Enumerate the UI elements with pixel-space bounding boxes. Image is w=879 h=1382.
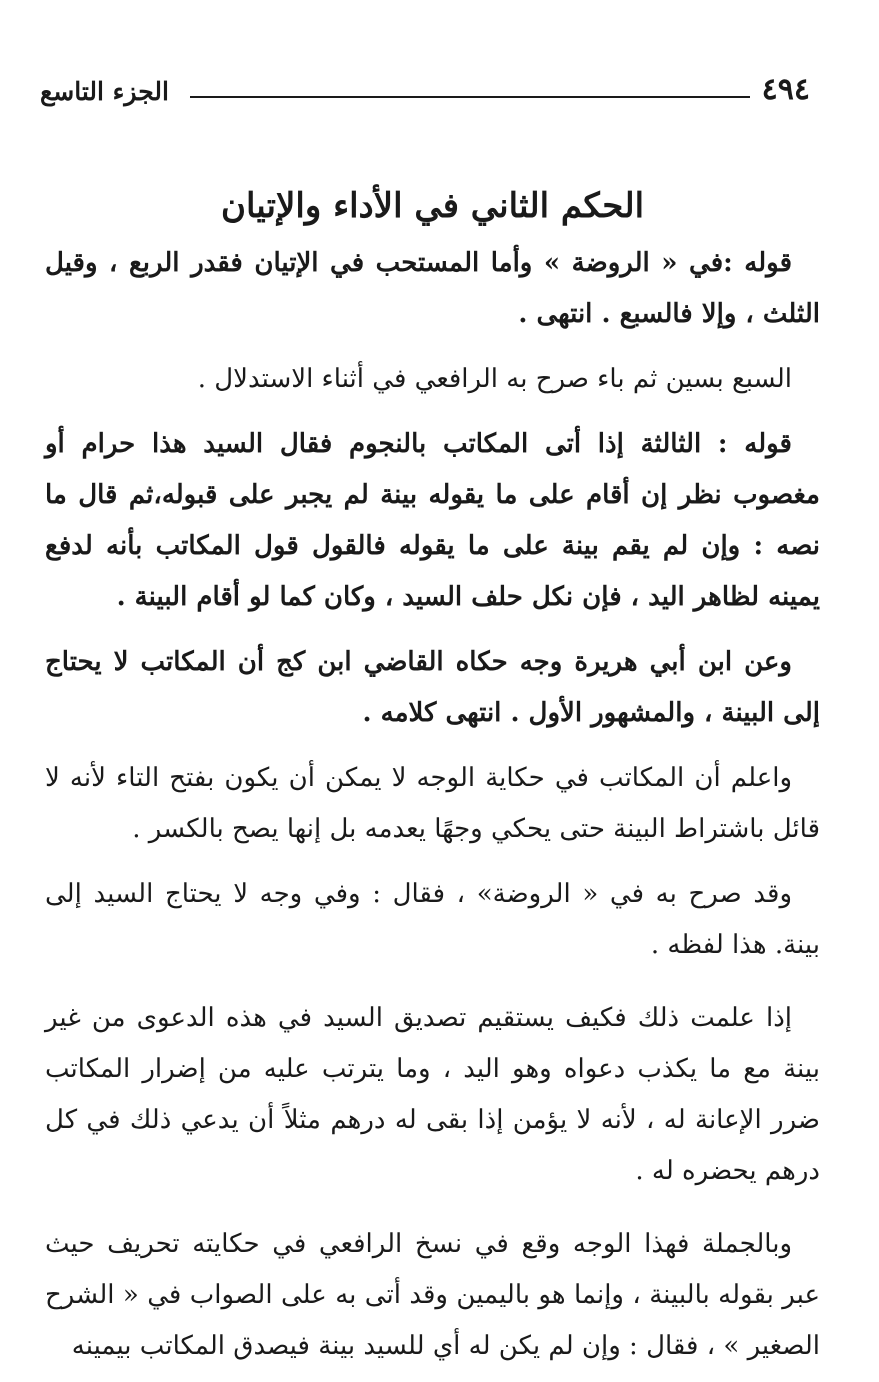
section-title: الحكم الثاني في الأداء والإتيان: [220, 186, 645, 226]
header-divider: [190, 96, 750, 98]
paragraph-6: وقد صرح به في « الروضة» ، فقال : وفي وجه لا يحتاج السيد إلى بينة. هذا لفظه .: [45, 879, 820, 960]
paragraph-1: قوله :في « الروضة » وأما المستحب في الإتيان فقدر الربع ، وقيل الثلث ، وإلا فالسبع . انتهى .: [45, 248, 820, 329]
paragraph-2: السبع بسين ثم باء صرح به الرافعي في أثناء الاستدلال .: [197, 364, 792, 394]
page-body: [45, 180, 820, 1372]
paragraph-8: وبالجملة فهذا الوجه وقع في نسخ الرافعي في حكايته تحريف حيث عبر بقوله بالبينة ، وإنما هو باليمين وقد أتى به على الصواب في « الشرح الصغير » ، فقال : وإن لم يكن له أي للسيد بينة فيصدق المكاتب بيمينه: [45, 1229, 820, 1361]
paragraph-7: إذا علمت ذلك فكيف يستقيم تصديق السيد في هذه الدعوى من غير بينة مع ما يكذب دعواه وهو اليد ، وما يترتب عليه من إضرار المكاتب ضرر الإعانة له ، لأنه لا يؤمن إذا بقى له درهم مثلاً أن يدعي ذلك في كل درهم يحضره له .: [45, 1003, 820, 1186]
paragraph-5: واعلم أن المكاتب في حكاية الوجه لا يمكن أن يكون بفتح التاء لأنه لا قائل باشتراط البينة حتى يحكي وجهًا يعدمه بل إنها يصح بالكسر .: [45, 763, 820, 844]
page-header: [40, 70, 820, 114]
paragraph-4: وعن ابن أبي هريرة وجه حكاه القاضي ابن كج أن المكاتب لا يحتاج إلى البينة ، والمشهور الأول . انتهى كلامه .: [45, 647, 820, 728]
volume-title: الجزء التاسع: [40, 77, 169, 106]
paragraph-3: قوله : الثالثة إذا أتى المكاتب بالنجوم فقال السيد هذا حرام أو مغصوب نظر إن أقام على ما يقوله بينة لم يجبر على قبوله،ثم قال ما نصه : وإن لم يقم بينة على ما يقوله فالقول قول المكاتب بأنه لدفع يمينه لظاهر اليد ، فإن نكل حلف السيد ، وكان كما لو أقام البينة .: [45, 429, 820, 612]
page-number: ٤٩٤: [761, 72, 810, 107]
